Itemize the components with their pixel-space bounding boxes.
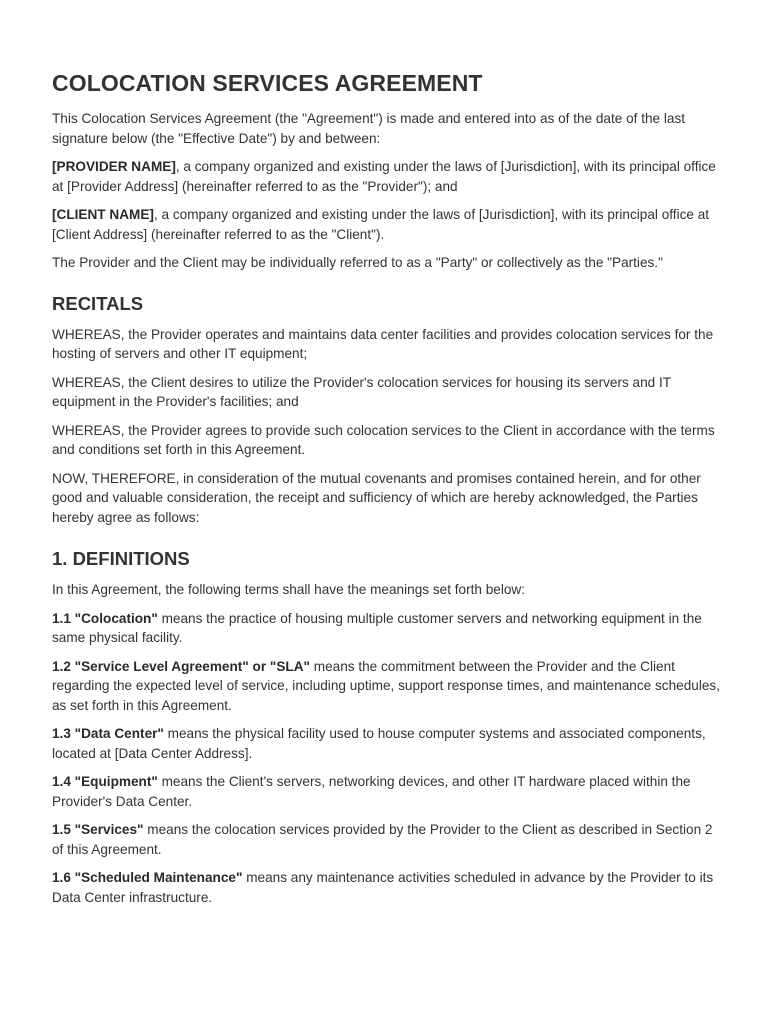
definition-term: 1.3 "Data Center" xyxy=(52,726,164,741)
definition-item xyxy=(52,868,720,907)
definition-item xyxy=(52,657,720,716)
recital-paragraph: NOW, THEREFORE, in consideration of the mutual covenants and promises contained herein, and for other good and valuable consideration, the receipt and sufficiency of which are hereby acknowledged, the Parties hereby agree as follows: xyxy=(52,470,701,525)
recital-paragraph: WHEREAS, the Provider operates and maintains data center facilities and provides colocation services for the hosting of servers and other IT equipment; xyxy=(52,326,714,361)
definition-text: means the commitment between the Provider and the Client regarding the expected level of service, including uptime, support response times, and maintenance schedules, as set forth in this Agreement. xyxy=(52,658,720,713)
provider-paragraph xyxy=(52,157,720,196)
definition-term: 1.4 "Equipment" xyxy=(52,774,158,789)
definition-term: 1.1 "Colocation" xyxy=(52,610,158,626)
document-title: COLOCATION SERVICES AGREEMENT xyxy=(52,70,483,96)
definition-item xyxy=(52,724,720,763)
definition-text: means the colocation services provided by the Provider to the Client as described in Section 2 of this Agreement. xyxy=(52,822,713,857)
definition-term: 1.2 "Service Level Agreement" or "SLA" xyxy=(52,658,310,674)
definition-text: means the practice of housing multiple customer servers and networking equipment in the same physical facility. xyxy=(52,610,702,645)
client-name: [CLIENT NAME] xyxy=(52,207,154,222)
definition-text: means the Client's servers, networking devices, and other IT hardware placed within the Provider's Data Center. xyxy=(52,774,691,809)
definitions-intro: In this Agreement, the following terms shall have the meanings set forth below: xyxy=(52,582,526,597)
provider-name: [PROVIDER NAME] xyxy=(52,159,176,174)
recital-paragraph: WHEREAS, the Client desires to utilize the Provider's colocation services for housing its servers and IT equipment in the Provider's facilities; and xyxy=(52,374,671,409)
definition-item xyxy=(52,609,720,648)
definitions-heading: 1. DEFINITIONS xyxy=(52,548,190,569)
definition-text: means any maintenance activities scheduled in advance by the Provider to its Data Center infrastructure. xyxy=(52,870,714,905)
definition-item xyxy=(52,772,720,811)
definition-term: 1.6 "Scheduled Maintenance" xyxy=(52,870,243,885)
intro-paragraph: This Colocation Services Agreement (the "Agreement") is made and entered into as of the date of the last signature below (the "Effective Date") by and between: xyxy=(52,111,686,146)
provider-text: , a company organized and existing under the laws of [Jurisdiction], with its principal office at [Provider Address] (hereinafter referred to as the "Provider"); and xyxy=(52,159,716,194)
definition-text: means the physical facility used to house computer systems and associated components, located at [Data Center Address]. xyxy=(52,726,706,761)
definition-term: 1.5 "Services" xyxy=(52,822,144,837)
definition-item xyxy=(52,820,720,859)
client-text: , a company organized and existing under the laws of [Jurisdiction], with its principal office at [Client Address] (hereinafter referred to as the "Client"). xyxy=(52,207,710,242)
recital-paragraph: WHEREAS, the Provider agrees to provide such colocation services to the Client in accordance with the terms and conditions set forth in this Agreement. xyxy=(52,422,715,457)
client-paragraph xyxy=(52,205,720,244)
parties-paragraph: The Provider and the Client may be individually referred to as a "Party" or collectively as the "Parties." xyxy=(52,255,663,270)
recitals-heading: RECITALS xyxy=(52,292,144,314)
